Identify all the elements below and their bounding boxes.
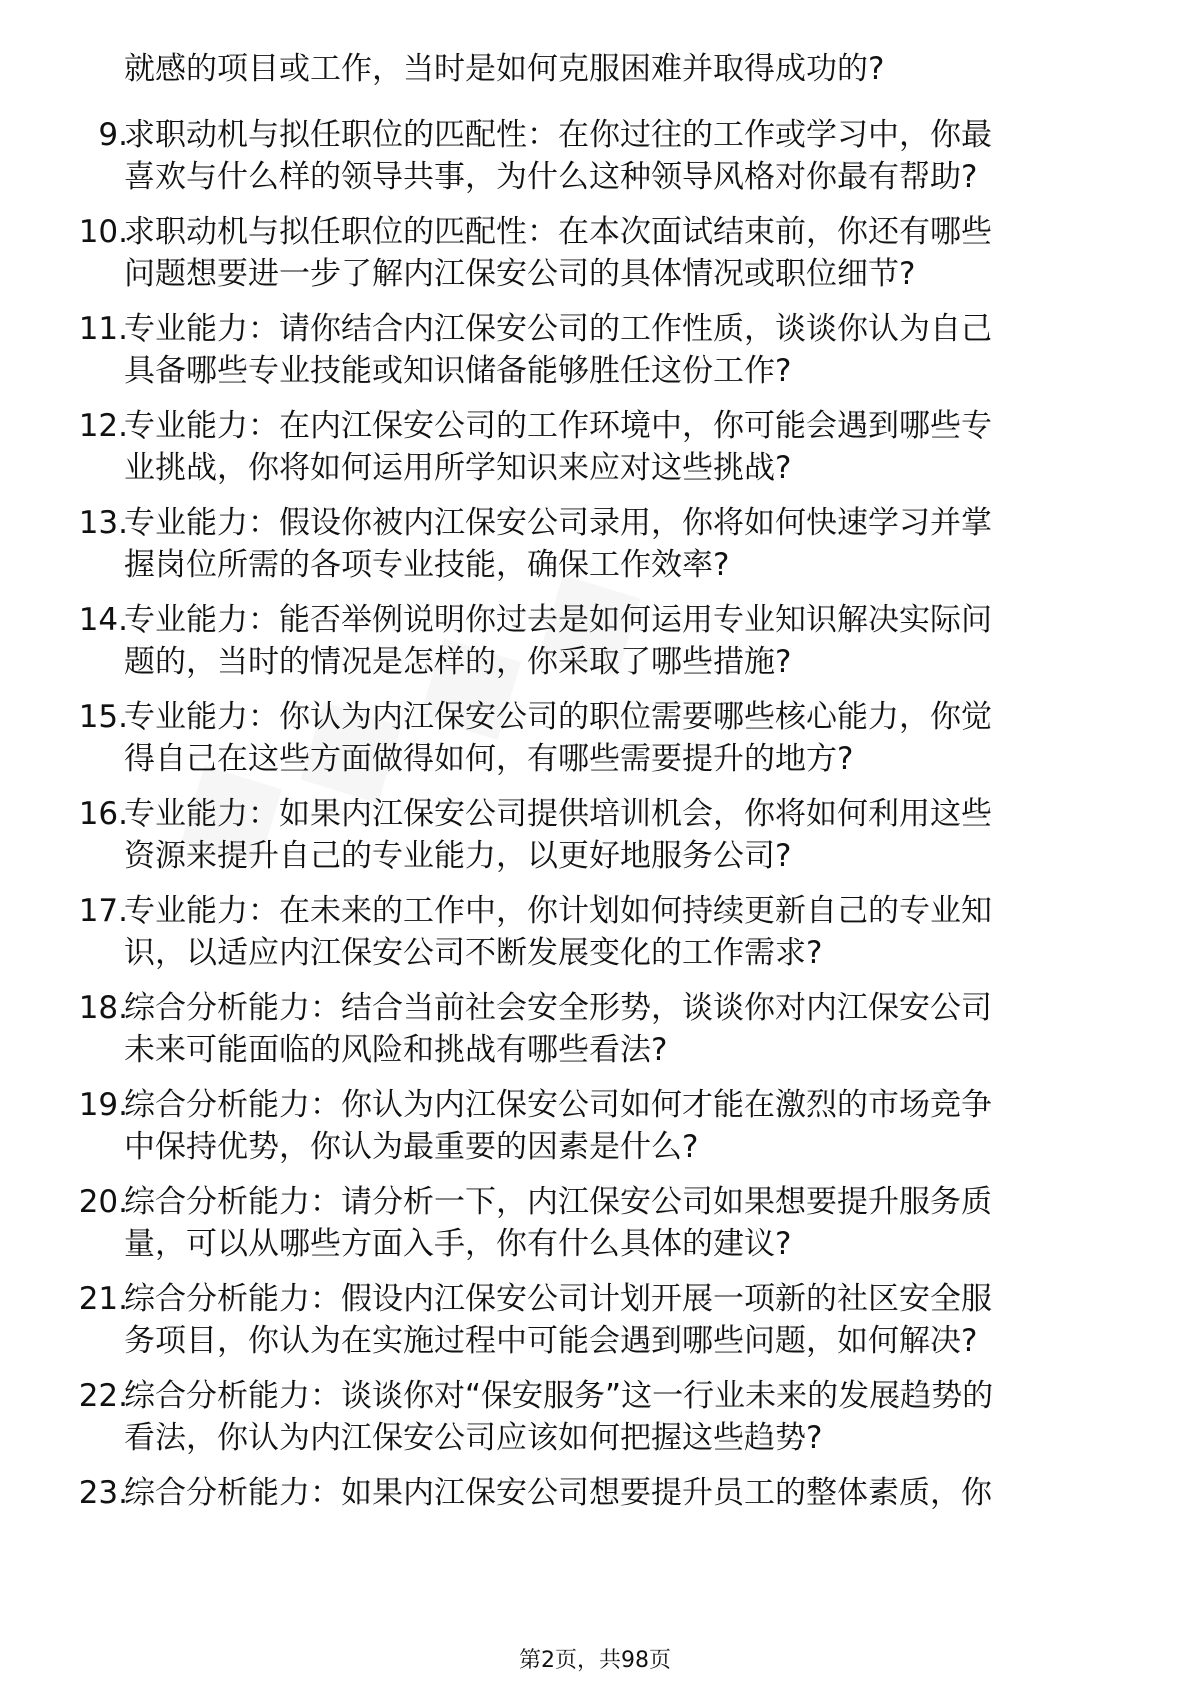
question-text-line: 综合分析能力：结合当前社会安全形势，谈谈你对内江保安公司 [124,990,992,1026]
question-list [0,114,1190,1569]
question-item [0,405,1190,502]
question-text-line: 中保持优势，你认为最重要的因素是什么? [124,1129,699,1165]
question-text [124,599,1109,683]
question-number: 10. [78,214,128,250]
question-text [124,1278,1109,1362]
question-number: 12. [78,408,128,444]
question-text-line: 得自己在这些方面做得如何，有哪些需要提升的地方? [124,741,854,777]
question-number: 17. [78,893,128,929]
question-text-line: 综合分析能力：谈谈你对“保安服务”这一行业未来的发展趋势的 [124,1378,994,1414]
question-text-line: 喜欢与什么样的领导共事，为什么这种领导风格对你最有帮助? [124,159,978,195]
question-item [0,502,1190,599]
question-number: 22. [78,1378,128,1414]
question-text-line: 综合分析能力：请分析一下，内江保安公司如果想要提升服务质 [124,1184,992,1220]
page-footer: 第2页，共98页 [519,1648,671,1673]
question-text [124,308,1109,392]
question-item [0,1181,1190,1278]
question-text-line: 识，以适应内江保安公司不断发展变化的工作需求? [124,935,823,971]
question-text-line: 资源来提升自己的专业能力，以更好地服务公司? [124,838,792,874]
question-text-line: 量，可以从哪些方面入手，你有什么具体的建议? [124,1226,792,1262]
question-text [124,793,1109,877]
question-item [0,793,1190,890]
question-item [0,1472,1190,1569]
question-number: 21. [78,1281,128,1317]
question-text [124,890,1109,974]
question-number: 15. [78,699,128,735]
question-number: 23. [78,1475,128,1511]
question-item [0,1084,1190,1181]
question-text [124,1181,1109,1265]
question-text [124,114,1109,198]
question-text [124,502,1109,586]
question-text-line: 专业能力：你认为内江保安公司的职位需要哪些核心能力，你觉 [124,699,992,735]
question-text-line: 专业能力：在未来的工作中，你计划如何持续更新自己的专业知 [124,893,992,929]
question-item [0,211,1190,308]
question-text-line: 专业能力：如果内江保安公司提供培训机会，你将如何利用这些 [124,796,992,832]
question-number: 16. [78,796,128,832]
question-text-line: 专业能力：能否举例说明你过去是如何运用专业知识解决实际问 [124,602,992,638]
question-text [124,405,1109,489]
question-text [124,211,1109,295]
question-item [0,1278,1190,1375]
question-text-line: 看法，你认为内江保安公司应该如何把握这些趋势? [124,1420,823,1456]
question-number: 9. [98,117,128,153]
question-text-line: 求职动机与拟任职位的匹配性：在本次面试结束前，你还有哪些 [124,214,992,250]
question-text-line: 专业能力：假设你被内江保安公司录用，你将如何快速学习并掌 [124,505,992,541]
question-text-line: 专业能力：在内江保安公司的工作环境中，你可能会遇到哪些专 [124,408,992,444]
question-text-line: 专业能力：请你结合内江保安公司的工作性质，谈谈你认为自己 [124,311,992,347]
question-text [124,1375,1109,1459]
question-number: 19. [78,1087,128,1123]
question-text-line: 求职动机与拟任职位的匹配性：在你过往的工作或学习中，你最 [124,117,992,153]
question-number: 11. [78,311,128,347]
question-text [124,987,1109,1071]
question-number: 13. [78,505,128,541]
question-text-line: 综合分析能力：假设内江保安公司计划开展一项新的社区安全服 [124,1281,992,1317]
question-item [0,696,1190,793]
question-item [0,599,1190,696]
question-text-line: 题的，当时的情况是怎样的，你采取了哪些措施? [124,644,792,680]
question-text-line: 业挑战，你将如何运用所学知识来应对这些挑战? [124,450,792,486]
question-item [0,890,1190,987]
question-text-line: 问题想要进一步了解内江保安公司的具体情况或职位细节? [124,256,916,292]
question-text-line: 综合分析能力：如果内江保安公司想要提升员工的整体素质，你 [124,1475,992,1511]
question-text [124,696,1109,780]
question-text [124,1472,1109,1514]
continued-question-text: 就感的项目或工作，当时是如何克服困难并取得成功的? [124,51,885,87]
question-number: 18. [78,990,128,1026]
question-text-line: 握岗位所需的各项专业技能，确保工作效率? [124,547,730,583]
question-item [0,114,1190,211]
question-item [0,308,1190,405]
question-number: 14. [78,602,128,638]
question-text-line: 务项目，你认为在实施过程中可能会遇到哪些问题，如何解决? [124,1323,978,1359]
question-text-line: 综合分析能力：你认为内江保安公司如何才能在激烈的市场竞争 [124,1087,992,1123]
question-item [0,987,1190,1084]
question-item [0,1375,1190,1472]
question-text-line: 未来可能面临的风险和挑战有哪些看法? [124,1032,668,1068]
question-number: 20. [78,1184,128,1220]
question-text [124,1084,1109,1168]
question-text-line: 具备哪些专业技能或知识储备能够胜任这份工作? [124,353,792,389]
